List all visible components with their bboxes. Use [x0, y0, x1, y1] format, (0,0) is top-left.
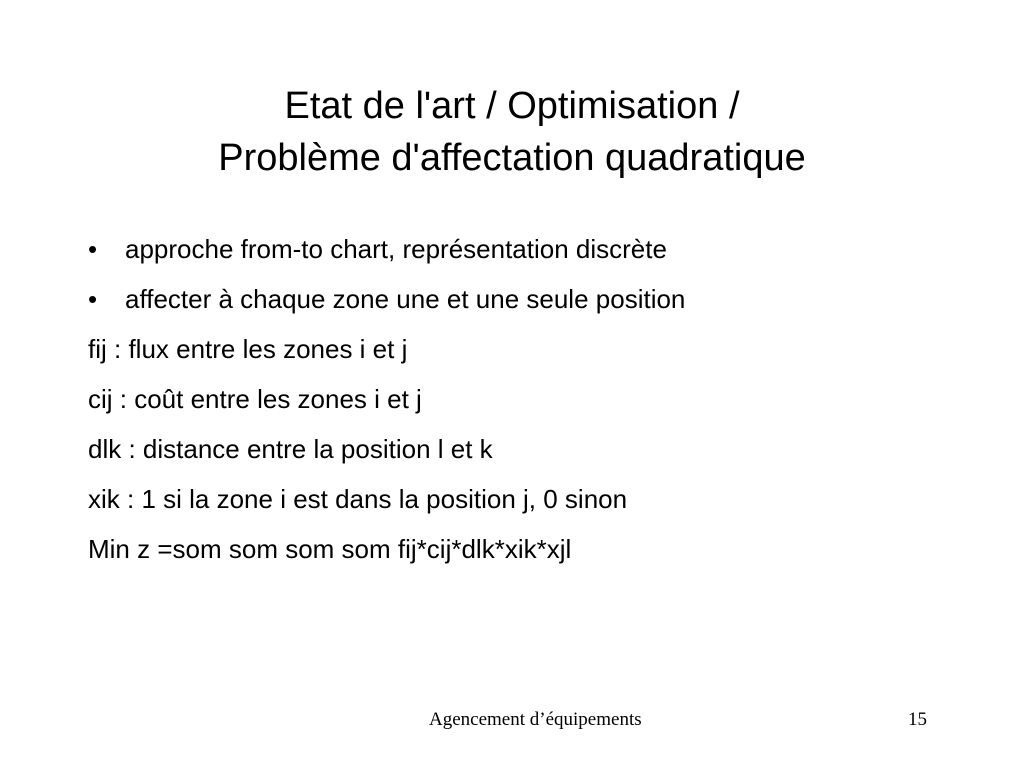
footer-title: Agencement d’équipements — [429, 709, 642, 730]
slide-title — [0, 80, 1024, 184]
objective-formula: Min z =som som som som fij*cij*dlk*xik*xjl — [88, 534, 572, 564]
page-number: 15 — [908, 709, 927, 730]
bullet-icon: • — [88, 234, 98, 264]
title-line-1: Etat de l'art / Optimisation / — [284, 85, 740, 127]
definition-line: xik : 1 si la zone i est dans la position j, 0 sinon — [88, 484, 628, 514]
title-line-2: Problème d'affectation quadratique — [218, 137, 806, 179]
bullet-icon: • — [88, 284, 98, 314]
slide-body — [88, 228, 968, 578]
definition-line: fij : flux entre les zones i et j — [88, 334, 408, 364]
definition-line: cij : coût entre les zones i et j — [88, 384, 422, 414]
bullet-text: approche from-to chart, représentation discrète — [125, 234, 667, 264]
bullet-item — [88, 278, 968, 328]
bullet-text: affecter à chaque zone une et une seule position — [125, 284, 686, 314]
bullet-item — [88, 228, 968, 278]
definition-line: dlk : distance entre la position l et k — [88, 434, 493, 464]
